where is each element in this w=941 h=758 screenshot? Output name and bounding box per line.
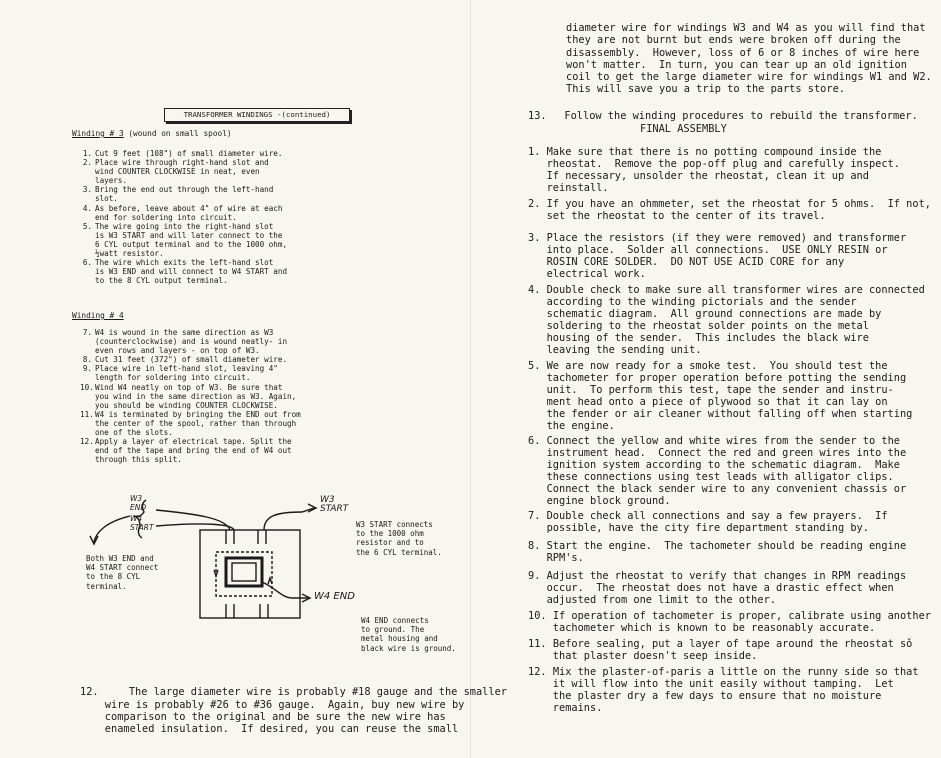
winding3-title: Winding # 3 xyxy=(72,129,124,138)
list-item: 6. The wire which exits the left-hand slot is W3 END and will connect to W4 START and to the 8 CYL output terminal. xyxy=(82,258,288,286)
list-item: 2. Place wire through right-hand slot and wind COUNTER CLOCKWISE in neat, even layers. xyxy=(82,158,269,186)
list-item: 6. Connect the yellow and white wires from the sender to the instrument head. Connect the red and green wires into the ignition system according to the schematic diagram. Make these connections using test leads with alligator clips. Connect the black sender wire to any convenient chassis or engine block ground. xyxy=(528,435,907,508)
winding3-heading xyxy=(72,129,232,138)
list-item: 5. The wire going into the right-hand slot is W3 START and will later connect to the 6 CYL output terminal and to the 1000 ohm, ½watt resistor. xyxy=(82,221,288,259)
list-item: 7. W4 is wound in the same direction as W3 (counterclockwise) and is wound neatly- in even rows and layers - on top of W3. xyxy=(82,328,288,356)
spool-diagram xyxy=(76,492,476,662)
list-item: 9. Adjust the rheostat to verify that changes in RPM readings occur. The rheostat does not have a drastic effect when adjusted from one limit to the other. xyxy=(528,570,907,607)
list-item: 3. Bring the end out through the left-hand slot. xyxy=(82,185,274,204)
note-w3start: W3 START connects to the 1000 ohm resistor and to the 6 CYL terminal. xyxy=(356,520,442,557)
winding4-heading xyxy=(72,311,124,320)
list-item: 8. Start the engine. The tachometer should be reading engine RPM's. xyxy=(528,540,907,565)
list-item: 13. Follow the winding procedures to rebuild the transformer. xyxy=(528,110,918,123)
winding4-steps xyxy=(80,328,301,464)
w3-end-label: W3 END xyxy=(130,494,147,513)
list-item: 7. Double check all connections and say a few prayers. If possible, have the city fire department standing by. xyxy=(528,510,888,535)
w3-start-label: W3 START xyxy=(320,495,349,514)
list-item: 2. If you have an ohmmeter, set the rheostat for 5 ohms. If not, set the rheostat to the center of its travel. xyxy=(528,198,931,223)
winding3-subtitle: (wound on small spool) xyxy=(128,129,232,138)
list-item: 1. Make sure that there is no potting compound inside the rheostat. Remove the pop-off plug and carefully inspect. If necessary, unsolder the rheostat, clean it up and reinstall. xyxy=(528,146,900,195)
list-item: 12. Apply a layer of electrical tape. Split the end of the tape and bring the end of W4 out through this split. xyxy=(80,437,292,465)
list-item: 5. We are now ready for a smoke test. You should test the tachometer for proper operation before potting the sending unit. To perform this test, tape the sender and instru- ment head onto a piece of plywood so that it can lay on the fender or air cleaner without falling off when starting the engine. xyxy=(528,360,913,433)
note-w3end-w4start: Both W3 END and W4 START connect to the 8 CYL terminal. xyxy=(86,554,159,591)
list-item: 4. As before, leave about 4" of wire at each end for soldering into circuit. xyxy=(82,203,283,222)
list-item: 12. The large diameter wire is probably #18 gauge and the smaller wire is probably #26 to #36 gauge. Again, buy new wire by comparison to the original and be sure the new wire has enameled insulation. If desired, you can reuse the small xyxy=(80,686,507,736)
list-item: 11. W4 is terminated by bringing the END out from the center of the spool, rather than through one of the slots. xyxy=(80,409,301,438)
w4-start-label: W4 START xyxy=(130,514,154,533)
winding3-steps xyxy=(80,149,287,285)
winding4-title: Winding # 4 xyxy=(72,311,124,320)
note-w4end: W4 END connects to ground. The metal housing and black wire is ground. xyxy=(361,616,456,653)
list-item: 11. Before sealing, put a layer of tape around the rheostat sǒ that plaster doesn't seep inside. xyxy=(528,638,913,663)
list-item: 8. Cut 31 feet (372") of small diameter wire. xyxy=(82,355,288,365)
list-item: 1. Cut 9 feet (108") of small diameter wire. xyxy=(82,149,283,158)
list-item: 3. Place the resistors (if they were removed) and transformer into place. Solder all connections. USE ONLY RESIN or ROSIN CORE SOLDER. DO NOT USE ACID CORE for any electrical work. xyxy=(528,232,907,281)
continuation-text: diameter wire for windings W3 and W4 as you will find that they are not burnt but ends were broken off during the disassembly. However, loss of 6 or 8 inches of wire here won't matter. In turn, you can tear up an old ignition coil to get the large diameter wire for windings W1 and W2. This will save you a trip to the parts store. xyxy=(566,22,932,96)
final-assembly-heading: FINAL ASSEMBLY xyxy=(640,123,727,135)
list-item: 12. Mix the plaster-of-paris a little on the runny side so that it will flow into the unit easily without tamping. Let the plaster dry a few days to ensure that no moisture remains. xyxy=(528,666,919,715)
list-item: 4. Double check to make sure all transformer wires are connected according to the winding pictorials and the sender schematic diagram. All ground connections are made by soldering to the rheostat solder points on the metal housing of the sender. This includes the black wire leaving the sending unit. xyxy=(528,284,925,357)
list-item: 10. Wind W4 neatly on top of W3. Be sure that you wind in the same direction as W3. Again, you should be winding COUNTER CLOCKWISE. xyxy=(80,382,297,410)
list-item: 9. Place wire in left-hand slot, leaving 4" length for soldering into circuit. xyxy=(82,364,278,383)
w4-end-label: W4 END xyxy=(314,591,355,602)
list-item: 10. If operation of tachometer is proper, calibrate using another tachometer which is known to be reasonably accurate. xyxy=(528,610,931,635)
section-title-box: TRANSFORMER WINDINGS -(continued) xyxy=(164,108,350,122)
